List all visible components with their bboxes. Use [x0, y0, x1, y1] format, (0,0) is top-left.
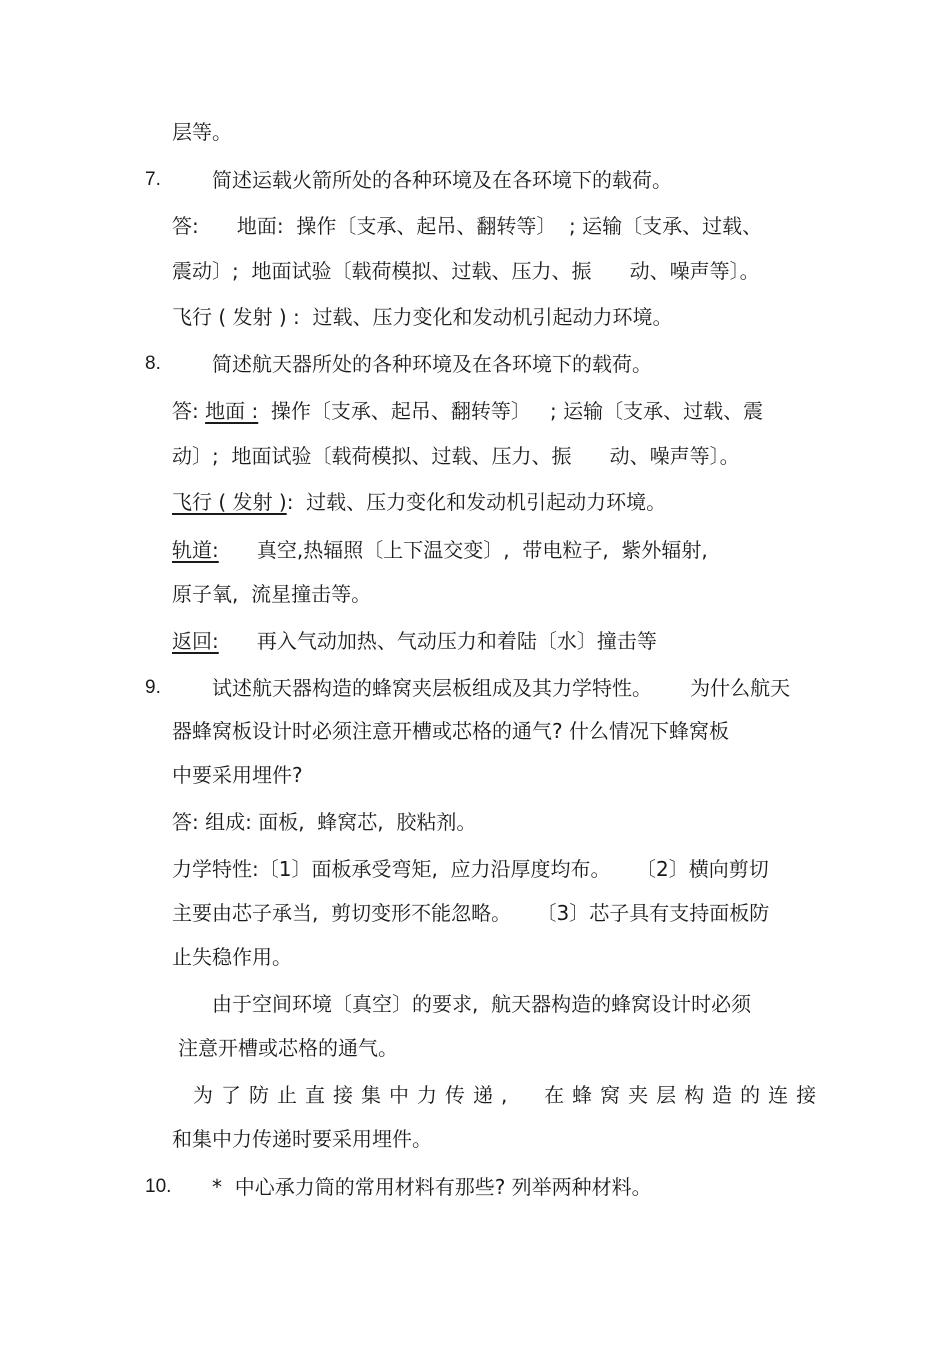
orbit-text: 真空,热辐照〔上下温交变〕, 带电粒子, 紫外辐射, [218, 538, 708, 562]
ground-text: 操作〔支承、起吊、翻转等〕 ; 运输〔支承、过载、震 [258, 399, 764, 423]
flight-label: 飞行 ( 发射 ) [172, 490, 287, 514]
answer-paragraph: 和集中力传递时要采用埋件。 [172, 1127, 432, 1151]
question-text: 试述航天器构造的蜂窝夹层板组成及其力学特性。 为什么航天 [212, 676, 791, 700]
answer-paragraph: 由于空间环境〔真空〕的要求, 航天器构造的蜂窝设计时必须 [212, 992, 752, 1016]
orbit-label: 轨道: [172, 538, 219, 562]
answer-paragraph: 为了防止直接集中力传递, 在蜂窝夹层构造的连接 [193, 1083, 825, 1107]
question-text: 简述航天器所处的各种环境及在各环境下的载荷。 [212, 352, 652, 376]
question-text: 简述运载火箭所处的各种环境及在各环境下的载荷。 [212, 168, 672, 192]
answer-line [172, 538, 708, 562]
answer-line [172, 399, 763, 423]
return-text: 再入气动加热、气动压力和着陆〔水〕撞击等 [218, 629, 657, 653]
answer-paragraph: 注意开槽或芯格的通气。 [178, 1036, 398, 1060]
answer-line: 震动〕; 地面试验〔载荷模拟、过载、压力、振 动、噪声等〕。 [172, 259, 760, 283]
return-label: 返回: [172, 629, 219, 653]
text-line: 层等。 [172, 120, 232, 144]
question-number: 7. [145, 169, 161, 190]
answer-line: 止失稳作用。 [172, 945, 292, 969]
question-text: 器蜂窝板设计时必须注意开槽或芯格的通气? 什么情况下蜂窝板 [172, 719, 729, 743]
answer-line: 飞行 ( 发射 ) : 过载、压力变化和发动机引起动力环境。 [172, 305, 673, 329]
answer-line: 主要由芯子承当, 剪切变形不能忽略。 〔3〕芯子具有支持面板防 [172, 901, 770, 925]
question-text: * 中心承力筒的常用材料有那些? 列举两种材料。 [212, 1175, 652, 1199]
answer-line [172, 490, 666, 514]
answer-line: 答: 地面: 操作〔支承、起吊、翻转等〕 ; 运输〔支承、过载、 [172, 214, 763, 238]
question-number: 10. [145, 1176, 172, 1197]
question-number: 8. [145, 353, 161, 374]
question-text: 中要采用埋件? [172, 763, 303, 787]
flight-text: : 过载、压力变化和发动机引起动力环境。 [286, 490, 667, 514]
answer-line: 动〕; 地面试验〔载荷模拟、过载、压力、振 动、噪声等〕。 [172, 444, 740, 468]
question-number: 9. [145, 677, 161, 698]
answer-prefix: 答: [172, 399, 206, 423]
answer-line: 答: 组成: 面板, 蜂窝芯, 胶粘剂。 [172, 810, 477, 834]
answer-line: 原子氧, 流星撞击等。 [172, 582, 372, 606]
answer-line: 力学特性:〔1〕面板承受弯矩, 应力沿厚度均布。 〔2〕横向剪切 [172, 857, 769, 881]
ground-label: 地面 : [205, 399, 259, 423]
answer-line [172, 629, 657, 653]
